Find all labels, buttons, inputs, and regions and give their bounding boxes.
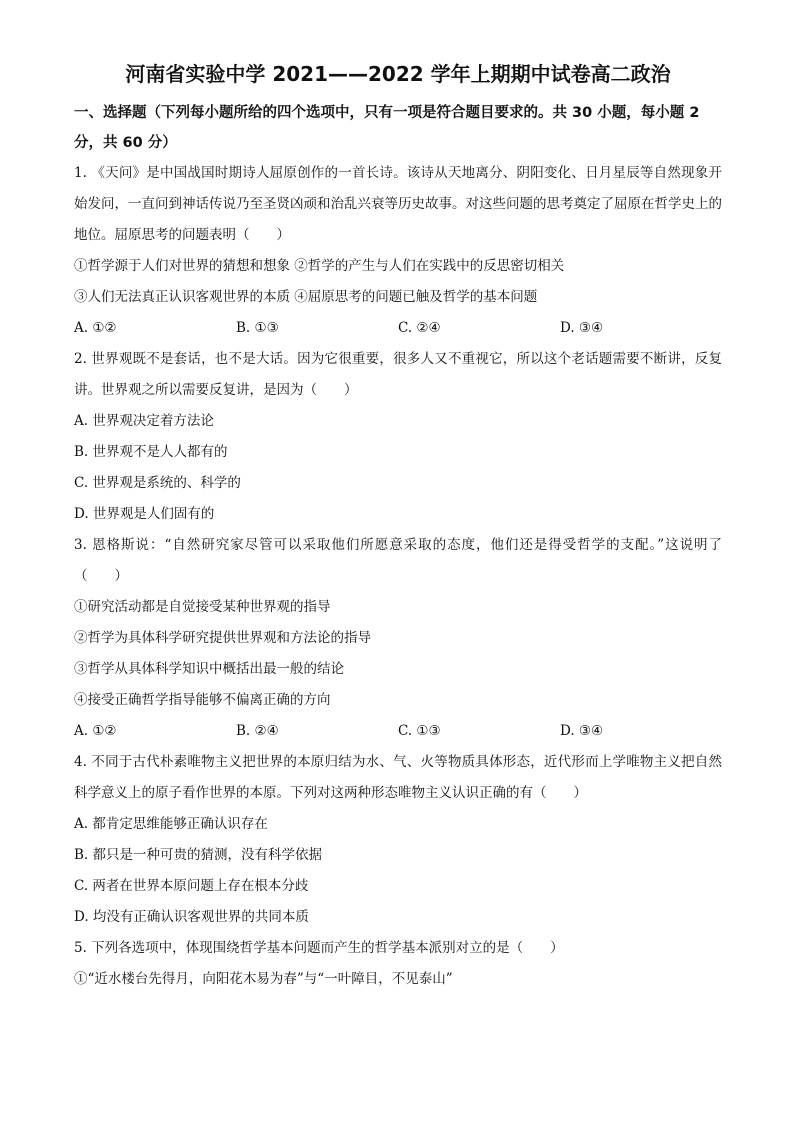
question-2-stem: 2. 世界观既不是套话，也不是大话。因为它很重要，很多人又不重视它，所以这个老话题需要不断讲，反复讲。世界观之所以需要反复讲，是因为（ ） <box>74 351 722 398</box>
question-4-stem: 4. 不同于古代朴素唯物主义把世界的本原归结为水、气、火等物质具体形态，近代形而上学唯物主义把自然科学意义上的原子看作世界的本原。下列对这两种形态唯物主义认识正确的有（ ） <box>74 754 722 801</box>
exam-page <box>74 60 722 995</box>
option-c: C. 两者在世界本原问题上存在根本分歧 <box>74 878 309 894</box>
question-3-statement-2: ②哲学为具体科学研究提供世界观和方法论的指导 <box>74 630 371 646</box>
option-b: B. 都只是一种可贵的猜测，没有科学依据 <box>74 847 323 863</box>
question-1-statements-1: ①哲学源于人们对世界的猜想和想象 ②哲学的产生与人们在实践中的反思密切相关 <box>74 258 565 274</box>
option-a: A. ①② <box>74 723 117 739</box>
question-1 <box>74 158 722 344</box>
option-c: C. ②④ <box>398 320 441 336</box>
option-b: B. ②④ <box>236 723 279 739</box>
exam-title: 河南省实验中学 2021——2022 学年上期期中试卷高二政治 <box>125 62 671 86</box>
option-d: D. ③④ <box>560 320 604 336</box>
question-3-stem: 3. 恩格斯说：“自然研究家尽管可以采取他们所愿意采取的态度，他们还是得受哲学的支配。”这说明了（ ） <box>74 537 722 584</box>
question-3-statement-1: ①研究活动都是自觉接受某种世界观的指导 <box>74 599 331 615</box>
option-c: C. 世界观是系统的、科学的 <box>74 475 241 491</box>
option-d: D. 世界观是人们固有的 <box>74 506 215 522</box>
question-5-statement-1: ①“近水楼台先得月，向阳花木易为春”与“一叶障目，不见泰山” <box>74 971 453 987</box>
question-3 <box>74 530 722 747</box>
question-3-statement-4: ④接受正确哲学指导能够不偏离正确的方向 <box>74 692 331 708</box>
option-d: D. 均没有正确认识客观世界的共同本质 <box>74 909 309 925</box>
question-4 <box>74 747 722 933</box>
question-1-statements-2: ③人们无法真正认识客观世界的本质 ④屈原思考的问题已触及哲学的基本问题 <box>74 289 538 305</box>
section-heading: 一、选择题（下列每小题所给的四个选项中，只有一项是符合题目要求的。共 30 小题，每小题 2 分，共 60 分） <box>74 105 700 151</box>
question-5 <box>74 933 722 995</box>
option-c: C. ①③ <box>398 723 441 739</box>
option-b: B. ①③ <box>236 320 279 336</box>
question-5-stem: 5. 下列各选项中，体现围绕哲学基本问题而产生的哲学基本派别对立的是（ ） <box>74 940 564 956</box>
question-1-options <box>74 313 722 344</box>
question-3-options <box>74 716 722 747</box>
question-2 <box>74 344 722 530</box>
option-a: A. 都肯定思维能够正确认识存在 <box>74 816 268 832</box>
option-a: A. 世界观决定着方法论 <box>74 413 214 429</box>
option-b: B. 世界观不是人人都有的 <box>74 444 228 460</box>
option-a: A. ①② <box>74 320 117 336</box>
question-1-stem: 1. 《天问》是中国战国时期诗人屈原创作的一首长诗。该诗从天地离分、阴阳变化、日月星辰等自然现象开始发问，一直问到神话传说乃至圣贤凶顽和治乱兴衰等历史故事。对这些问题的思考奠定了屈原在哲学史上的地位。屈原思考的问题表明（ ） <box>74 165 722 243</box>
option-d: D. ③④ <box>560 723 604 739</box>
question-3-statement-3: ③哲学从具体科学知识中概括出最一般的结论 <box>74 661 344 677</box>
